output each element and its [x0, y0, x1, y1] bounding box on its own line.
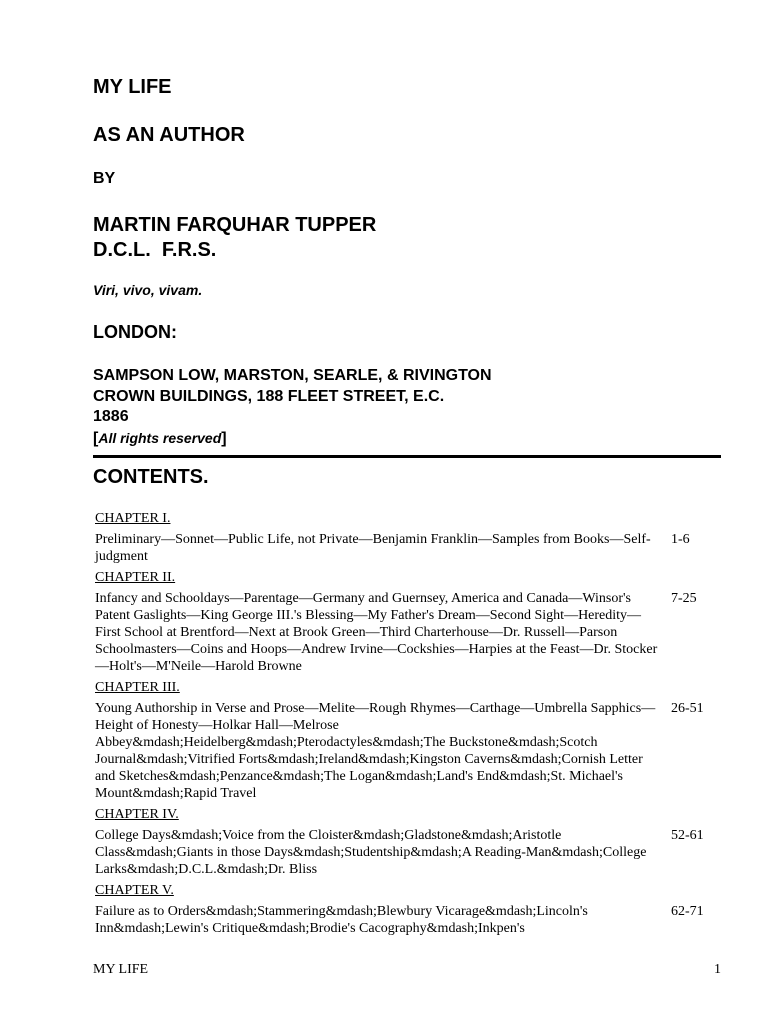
chapter-heading[interactable]: CHAPTER I.	[95, 511, 171, 526]
contents-heading: CONTENTS.	[93, 466, 209, 488]
chapter-description: Preliminary—Sonnet—Public Life, not Private—Benjamin Franklin—Samples from Books—Self-judgment	[95, 532, 651, 564]
place: LONDON:	[93, 322, 177, 342]
chapter-row	[95, 590, 725, 678]
chapter-1	[95, 509, 725, 568]
chapter-pages: 7-25	[671, 591, 697, 606]
chapter-3	[95, 678, 725, 805]
chapter-pages: 52-61	[671, 828, 704, 843]
chapter-row	[95, 531, 725, 568]
chapter-row	[95, 700, 725, 805]
motto: Viri, vivo, vivam.	[93, 282, 203, 298]
chapter-2	[95, 568, 725, 678]
chapter-description: College Days&mdash;Voice from the Cloister&mdash;Gladstone&mdash;Aristotle Class&mdash;Giants in those Days&mdash;Studentship&mdash;A Reading-Man&mdash;College Larks&mdash;D.C.L.&mdash;Dr. Bliss	[95, 828, 647, 877]
chapter-row	[95, 827, 725, 881]
chapter-pages: 1-6	[671, 532, 690, 547]
title-line-2: AS AN AUTHOR	[93, 124, 245, 146]
author-degrees: D.C.L. F.R.S.	[93, 239, 217, 261]
chapter-heading[interactable]: CHAPTER V.	[95, 883, 174, 898]
publisher-block	[93, 366, 492, 449]
title-line-1: MY LIFE	[93, 76, 172, 98]
chapter-description: Young Authorship in Verse and Prose—Melite—Rough Rhymes—Carthage—Umbrella Sapphics—Height of Honesty—Holkar Hall—Melrose Abbey&mdash;Heidelberg&mdash;Pterodactyles&mdash;The Buckstone&mdash;Scotch Journal&mdash;Vitrified Forts&mdash;Ireland&mdash;Kingston Caverns&mdash;Cornish Letter and Sketches&mdash;Penzance&mdash;The Logan&mdash;Land's End&mdash;St. Michael's Mount&mdash;Rapid Travel	[95, 701, 656, 801]
footer-title: MY LIFE	[93, 962, 149, 977]
rights-text: All rights reserved	[98, 429, 222, 446]
rights-notice	[93, 428, 492, 450]
chapter-heading[interactable]: CHAPTER IV.	[95, 807, 179, 822]
publisher-name: SAMPSON LOW, MARSTON, SEARLE, & RIVINGTON	[93, 367, 492, 384]
author-name: MARTIN FARQUHAR TUPPER	[93, 214, 377, 236]
chapter-row	[95, 903, 725, 940]
chapter-description: Infancy and Schooldays—Parentage—Germany and Guernsey, America and Canada—Winsor's Patent Gaslights—King George III.'s Blessing—My Father's Dream—Second Sight—Heredity—First School at Brentford—Next at Brook Green—Third Charterhouse—Dr. Russell—Parson Schoolmasters—Coins and Hoops—Andrew Irvine—Cockshies—Harpies at the Feast—Dr. Stocker—Holt's—M'Neile—Harold Browne	[95, 591, 658, 674]
table-of-contents	[95, 509, 725, 940]
publisher-address: CROWN BUILDINGS, 188 FLEET STREET, E.C.	[93, 387, 445, 405]
title-by: BY	[93, 170, 116, 187]
chapter-heading[interactable]: CHAPTER III.	[95, 680, 180, 695]
chapter-5	[95, 881, 725, 940]
chapter-4	[95, 805, 725, 881]
publication-year: 1886	[93, 408, 129, 425]
author-block	[93, 213, 376, 263]
chapter-pages: 62-71	[671, 904, 704, 919]
page-number: 1	[714, 962, 721, 977]
rights-bracket-open: [	[93, 429, 99, 447]
chapter-heading[interactable]: CHAPTER II.	[95, 570, 176, 585]
chapter-pages: 26-51	[671, 701, 704, 716]
chapter-description: Failure as to Orders&mdash;Stammering&mdash;Blewbury Vicarage&mdash;Lincoln's Inn&mdash;Lewin's Critique&mdash;Brodie's Cacography&mdash;Inkpen's	[95, 904, 588, 936]
rights-bracket-close: ]	[221, 429, 227, 447]
horizontal-rule	[93, 455, 721, 458]
